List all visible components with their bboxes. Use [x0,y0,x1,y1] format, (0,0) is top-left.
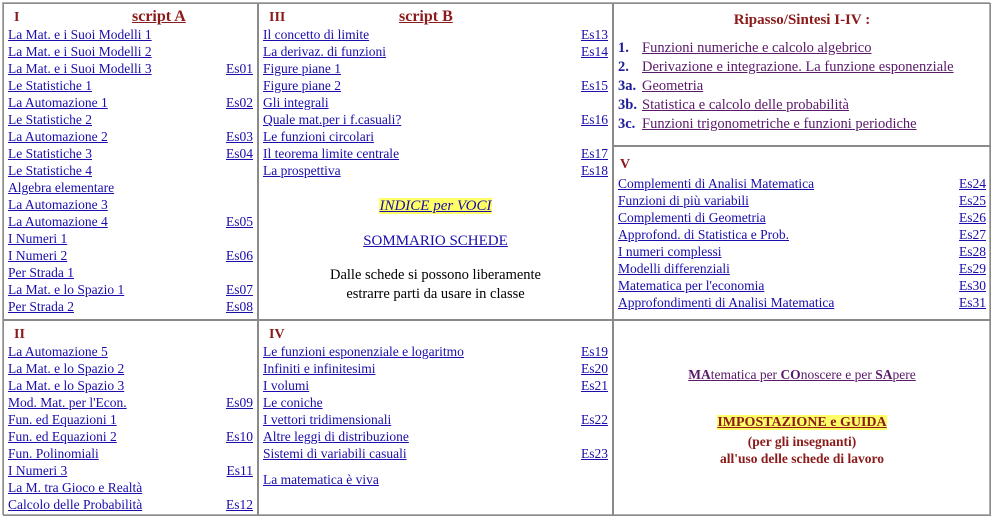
guida-wrap [614,415,990,431]
exercise-link[interactable]: Es17 [581,146,608,161]
macosa-part-2: noscere e per [800,367,876,382]
section-i [3,3,258,320]
ripasso-item-link[interactable]: Funzioni numeriche e calcolo algebrico [642,40,872,56]
section-iv-roman: IV [269,327,285,342]
ripasso-item-number: 2. [618,59,629,75]
list-item-link[interactable]: I Numeri 1 [8,231,68,246]
list-item-link[interactable]: Il teorema limite centrale [263,146,400,161]
list-item [8,298,253,315]
list-item [263,445,608,462]
list-item-link[interactable]: La Automazione 2 [8,129,108,144]
list-item-link[interactable]: Complementi di Geometria [618,210,766,225]
exercise-link[interactable]: Es06 [226,248,253,263]
list-item [618,192,986,209]
list-item [8,496,253,513]
list-item-link[interactable]: La derivaz. di funzioni [263,44,386,59]
exercise-link[interactable]: Es27 [959,227,986,242]
list-item [8,145,253,162]
list-item-link[interactable]: Figure piane 1 [263,61,341,76]
list-item [8,411,253,428]
ripasso-item-number: 3b. [618,97,637,113]
list-item [8,394,253,411]
list-item-link[interactable]: La Automazione 5 [8,344,108,359]
list-item-link[interactable]: La Mat. e i Suoi Modelli 3 [8,61,152,76]
exercise-link[interactable]: Es15 [581,78,608,93]
list-item [263,94,608,111]
list-item [8,43,253,60]
macosa-part-ma: MA [688,367,711,382]
list-item-link[interactable]: Le funzioni circolari [263,129,374,144]
section-iii [258,3,613,320]
list-item [8,162,253,179]
exercise-link[interactable]: Es11 [226,463,253,478]
list-item [618,294,986,311]
list-item [263,43,608,60]
exercise-link[interactable]: Es23 [581,446,608,461]
list-item [8,445,253,462]
script-a-link[interactable]: script A [132,8,186,25]
matematica-viva-link[interactable]: La matematica è viva [263,472,379,487]
list-item [8,479,253,496]
list-item [8,377,253,394]
section-iv [258,320,613,516]
exercise-link[interactable]: Es30 [959,278,986,293]
list-item-link[interactable]: I volumi [263,378,310,393]
list-item [8,213,253,230]
indice-per-voci-link[interactable]: INDICE per VOCI [379,198,492,214]
note-line-2: estrarre parti da usare in classe [346,286,525,302]
list-item [263,111,608,128]
list-item-link[interactable]: Gli integrali [263,95,329,110]
list-item [8,128,253,145]
list-item-link[interactable]: I Numeri 3 [8,463,68,478]
list-item [263,343,608,360]
section-ii [3,320,258,516]
list-item [263,428,608,445]
list-item [618,175,986,192]
exercise-link[interactable]: Es22 [581,412,608,427]
list-item-link[interactable]: La Automazione 4 [8,214,108,229]
list-item [263,360,608,377]
exercise-link[interactable]: Es04 [226,146,253,161]
exercise-link[interactable]: Es16 [581,112,608,127]
list-item [263,377,608,394]
exercise-link[interactable]: Es01 [226,61,253,76]
note-line-1: Dalle schede si possono liberamente [330,267,541,283]
list-item-link[interactable]: Fun. ed Equazioni 2 [8,429,117,444]
ripasso-item [618,96,849,115]
section-ii-roman: II [14,327,25,342]
ripasso-item-link[interactable]: Derivazione e integrazione. La funzione esponenziale [642,59,954,75]
list-item [618,243,986,260]
list-item-link[interactable]: Le funzioni esponenziale e logaritmo [263,344,464,359]
exercise-link[interactable]: Es21 [581,378,608,393]
list-item-link[interactable]: La Mat. e lo Spazio 2 [8,361,125,376]
list-item-link[interactable]: Il concetto di limite [263,27,370,42]
list-item [618,226,986,243]
ripasso-item-number: 3a. [618,78,637,94]
ripasso-item [618,39,872,58]
list-item [263,77,608,94]
exercise-link[interactable]: Es05 [226,214,253,229]
macosa-part-1: tematica per [710,367,781,382]
list-item [8,179,253,196]
ripasso-title: Ripasso/Sintesi I-IV : [733,12,871,28]
list-item-link[interactable]: Figure piane 2 [263,78,341,93]
section-i-roman: I [14,10,20,25]
list-item-link[interactable]: Matematica per l'economia [618,278,765,293]
exercise-link[interactable]: Es24 [959,176,986,191]
exercise-link[interactable]: Es13 [581,27,608,42]
impostazione-guida-link[interactable]: IMPOSTAZIONE e GUIDA [717,415,887,430]
sommario-schede-link[interactable]: SOMMARIO SCHEDE [363,233,508,249]
list-item-link[interactable]: La M. tra Gioco e Realtà [8,480,143,495]
list-item [8,94,253,111]
script-b-link[interactable]: script B [399,8,453,25]
list-item-link[interactable]: Fun. Polinomiali [8,446,99,461]
list-item [618,277,986,294]
list-item-link[interactable]: Mod. Mat. per l'Econ. [8,395,127,410]
list-item [263,26,608,43]
exercise-link[interactable]: Es26 [959,210,986,225]
list-item-link[interactable]: La Mat. e lo Spazio 3 [8,378,125,393]
section-iii-roman: III [269,10,286,25]
list-item-link[interactable]: Altre leggi di distribuzione [263,429,409,444]
list-item [8,343,253,360]
macosa-section [613,320,991,516]
list-item-link[interactable]: Sistemi di variabili casuali [263,446,407,461]
list-item [8,360,253,377]
list-item-link[interactable]: La Automazione 3 [8,197,108,212]
section-v-roman: V [620,157,631,172]
list-item [618,260,986,277]
list-item [8,26,253,43]
list-item-link[interactable]: Approfondimenti di Analisi Matematica [618,295,835,310]
list-item [8,264,253,281]
list-item [263,394,608,411]
exercise-link[interactable]: Es07 [226,282,253,297]
list-item-link[interactable]: Modelli differenziali [618,261,730,276]
list-item-link[interactable]: Per Strada 1 [8,265,74,280]
section-v [613,146,991,320]
sommario-wrap [259,233,612,250]
list-item [263,60,608,77]
ripasso-item-number: 1. [618,40,629,56]
exercise-link[interactable]: Es02 [226,95,253,110]
list-item [8,281,253,298]
exercise-link[interactable]: Es10 [226,429,253,444]
list-item-link[interactable]: Funzioni di più variabili [618,193,749,208]
indice-wrap [259,198,612,215]
list-item-link[interactable]: I vettori tridimensionali [263,412,392,427]
ripasso-item [618,115,917,134]
main-table [2,2,990,515]
exercise-link[interactable]: Es19 [581,344,608,359]
guida-sub-1: (per gli insegnanti) [747,434,857,449]
list-item [8,77,253,94]
exercise-link[interactable]: Es09 [226,395,253,410]
macosa-part-sa: SA [875,367,893,382]
exercise-link[interactable]: Es03 [226,129,253,144]
exercise-link[interactable]: Es29 [959,261,986,276]
list-item-link[interactable]: I Numeri 2 [8,248,68,263]
exercise-link[interactable]: Es08 [226,299,253,314]
list-item-link[interactable]: Infiniti e infinitesimi [263,361,376,376]
list-item-link[interactable]: La prospettiva [263,163,341,178]
list-item-link[interactable]: Complementi di Analisi Matematica [618,176,815,191]
list-item [8,428,253,445]
list-item [8,230,253,247]
guida-sub-2: all'uso delle schede di lavoro [719,451,884,466]
ripasso-item [618,77,703,96]
list-item-link[interactable]: I numeri complessi [618,244,722,259]
exercise-link[interactable]: Es31 [959,295,986,310]
macosa-part-co: CO [780,367,801,382]
list-item-link[interactable]: Le Statistiche 4 [8,163,92,178]
list-item-link[interactable]: Per Strada 2 [8,299,74,314]
ripasso-item [618,58,954,77]
ripasso-item-link[interactable]: Geometria [642,78,704,94]
list-item-link[interactable]: La Mat. e i Suoi Modelli 1 [8,27,152,42]
exercise-link[interactable]: Es25 [959,193,986,208]
list-item [8,60,253,77]
exercise-link[interactable]: Es18 [581,163,608,178]
list-item-link[interactable]: La Mat. e i Suoi Modelli 2 [8,44,152,59]
list-item-link[interactable]: Fun. ed Equazioni 1 [8,412,117,427]
list-item [8,196,253,213]
list-item-link[interactable]: Le Statistiche 3 [8,146,92,161]
ripasso-item-link[interactable]: Funzioni trigonometriche e funzioni periodiche [642,116,917,132]
list-item [8,111,253,128]
ripasso-section [613,3,991,146]
exercise-link[interactable]: Es28 [959,244,986,259]
list-item [8,247,253,264]
list-item [263,162,608,179]
macosa-wrap [614,367,990,383]
macosa-part-3: pere [892,367,916,382]
ripasso-item-number: 3c. [618,116,636,132]
list-item-link[interactable]: Quale mat.per i f.casuali? [263,112,402,127]
list-item [263,128,608,145]
list-item [8,462,253,479]
ripasso-item-link[interactable]: Statistica e calcolo delle probabilità [642,97,849,113]
list-item-link[interactable]: Le Statistiche 2 [8,112,92,127]
list-item-link[interactable]: Approfond. di Statistica e Prob. [618,227,789,242]
exercise-link[interactable]: Es14 [581,44,608,59]
list-item-link[interactable]: La Mat. e lo Spazio 1 [8,282,125,297]
macosa-link[interactable] [688,367,916,382]
list-item [263,145,608,162]
list-item-link[interactable]: Le Statistiche 1 [8,78,92,93]
list-item [618,209,986,226]
list-item-link[interactable]: Algebra elementare [8,180,115,195]
list-item-link[interactable]: La Automazione 1 [8,95,108,110]
exercise-link[interactable]: Es20 [581,361,608,376]
list-item-link[interactable]: Le coniche [263,395,323,410]
exercise-link[interactable]: Es12 [226,497,253,512]
list-item-link[interactable]: Calcolo delle Probabilità [8,497,143,512]
list-item [263,411,608,428]
